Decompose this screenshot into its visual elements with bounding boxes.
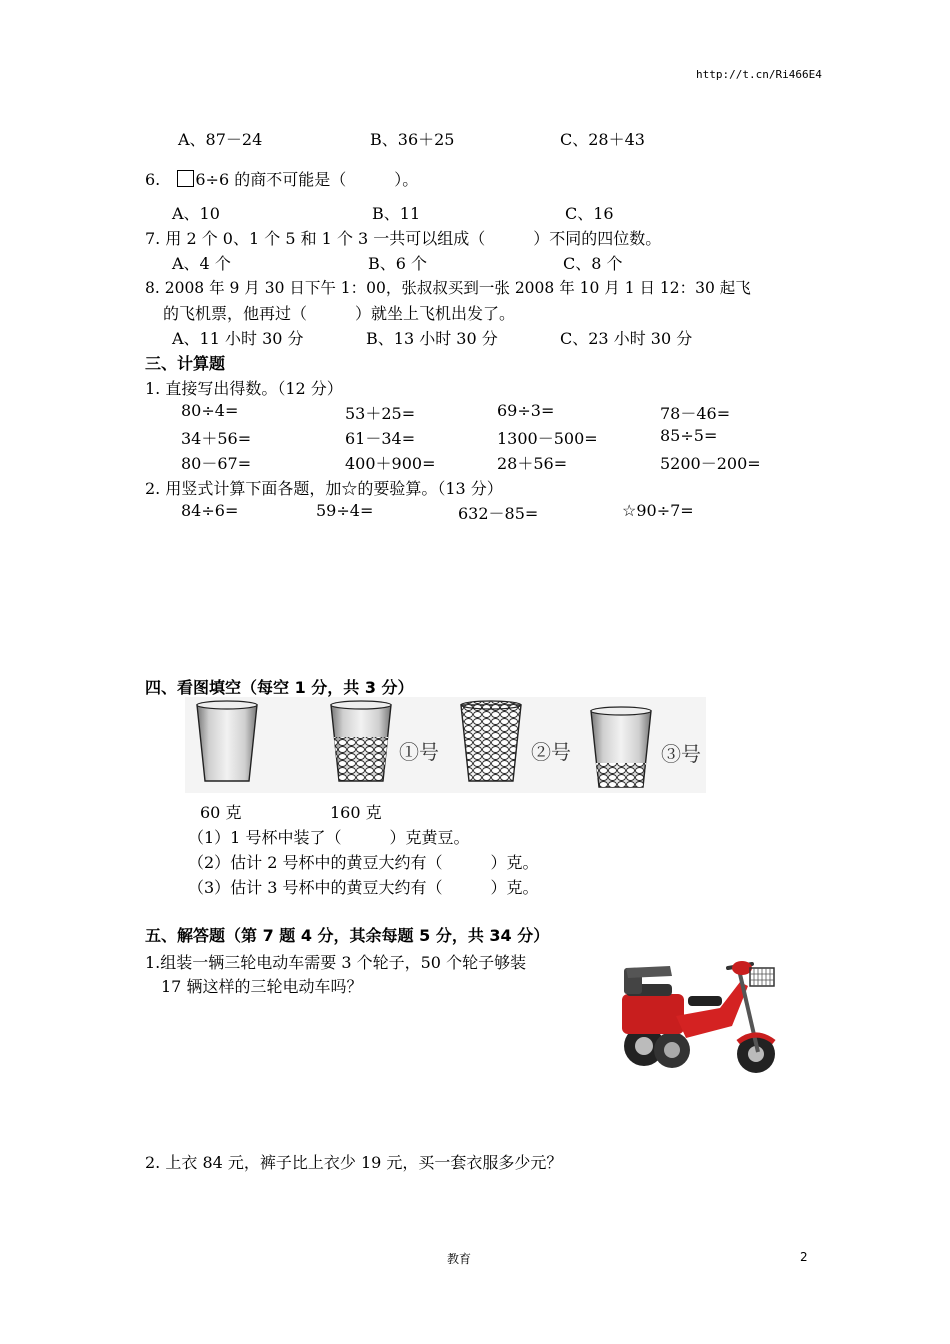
q6-number: 6. xyxy=(145,170,161,189)
q8-line1: 8. 2008 年 9 月 30 日下午 1：00，张叔叔买到一张 2008 年 10 月 1 日 12：30 起飞 xyxy=(145,279,751,297)
calc-item: 80÷4= xyxy=(181,401,239,420)
section3-q2-title: 2. 用竖式计算下面各题，加☆的要验算。（13 分） xyxy=(145,479,503,498)
calc-item: 80－67= xyxy=(181,454,252,473)
q7-option-a: A、4 个 xyxy=(172,254,231,273)
q8-option-b: B、13 小时 30 分 xyxy=(366,329,498,348)
cup-small-icon xyxy=(591,707,651,787)
q8-line2: 的飞机票，他再过（ ）就坐上飞机出发了。 xyxy=(163,304,516,323)
cup-label-2: ②号 xyxy=(531,740,571,764)
section4-question: （1）1 号杯中装了（ ）克黄豆。 xyxy=(188,828,470,847)
calc-item: 85÷5= xyxy=(660,426,718,445)
q8-option-c: C、23 小时 30 分 xyxy=(560,329,693,348)
cup-label-1: ①号 xyxy=(399,740,439,764)
section5-title: 五、解答题（第 7 题 4 分，其余每题 5 分，共 34 分） xyxy=(145,926,550,945)
cup-label-3: ③号 xyxy=(661,742,701,766)
vertical-calc-item: 59÷4= xyxy=(316,501,374,520)
section4-question: （3）估计 3 号杯中的黄豆大约有（ ）克。 xyxy=(188,878,539,897)
calc-item: 69÷3= xyxy=(497,401,555,420)
section4-question: （2）估计 2 号杯中的黄豆大约有（ ）克。 xyxy=(188,853,539,872)
section5-q1-line1: 1.组装一辆三轮电动车需要 3 个轮子，50 个轮子够装 xyxy=(145,953,527,972)
empty-cup-icon xyxy=(197,701,257,781)
weight-label: 60 克 xyxy=(200,803,242,822)
cup-60g-icon xyxy=(331,701,391,781)
section5-q1-line2: 17 辆这样的三轮电动车吗？ xyxy=(161,977,363,996)
calc-item: 5200－200= xyxy=(660,454,761,473)
section3-q1-title: 1. 直接写出得数。（12 分） xyxy=(145,379,343,398)
q6-text: 6÷6 的商不可能是（ ）。 xyxy=(195,170,419,189)
cups-figure xyxy=(185,697,706,793)
q8-option-a: A、11 小时 30 分 xyxy=(172,329,304,348)
q6-question xyxy=(145,167,418,190)
page-number: 2 xyxy=(800,1250,808,1264)
q7-option-b: B、6 个 xyxy=(368,254,428,273)
blank-box-icon xyxy=(177,170,194,187)
calc-item: 78－46= xyxy=(660,404,731,423)
calc-item: 1300－500= xyxy=(497,429,598,448)
weight-label: 160 克 xyxy=(330,803,382,822)
vertical-calc-item: ☆90÷7= xyxy=(622,501,694,520)
section3-title: 三、计算题 xyxy=(145,354,226,373)
cup-full-icon xyxy=(461,701,521,781)
q5-option-b: B、36＋25 xyxy=(370,130,455,149)
calc-item: 28＋56= xyxy=(497,454,568,473)
q5-option-c: C、28＋43 xyxy=(560,130,645,149)
calc-item: 400＋900= xyxy=(345,454,436,473)
electric-tricycle-icon xyxy=(616,946,778,1078)
q6-option-a: A、10 xyxy=(172,204,220,223)
calc-item: 53＋25= xyxy=(345,404,416,423)
vertical-calc-item: 84÷6= xyxy=(181,501,239,520)
calc-item: 61－34= xyxy=(345,429,416,448)
section4-title: 四、看图填空（每空 1 分，共 3 分） xyxy=(145,678,414,697)
q7-question: 7. 用 2 个 0、1 个 5 和 1 个 3 一共可以组成（ ）不同的四位数。 xyxy=(145,229,662,248)
q6-option-c: C、16 xyxy=(565,204,614,223)
header-url: http://t.cn/Ri466E4 xyxy=(696,68,822,81)
q6-option-b: B、11 xyxy=(372,204,421,223)
footer-center-text: 教育 xyxy=(447,1252,472,1266)
vertical-calc-item: 632－85= xyxy=(458,504,539,523)
calc-item: 34＋56= xyxy=(181,429,252,448)
section5-q2: 2. 上衣 84 元，裤子比上衣少 19 元，买一套衣服多少元？ xyxy=(145,1153,563,1172)
q5-option-a: A、87－24 xyxy=(178,130,263,149)
q7-option-c: C、8 个 xyxy=(563,254,623,273)
